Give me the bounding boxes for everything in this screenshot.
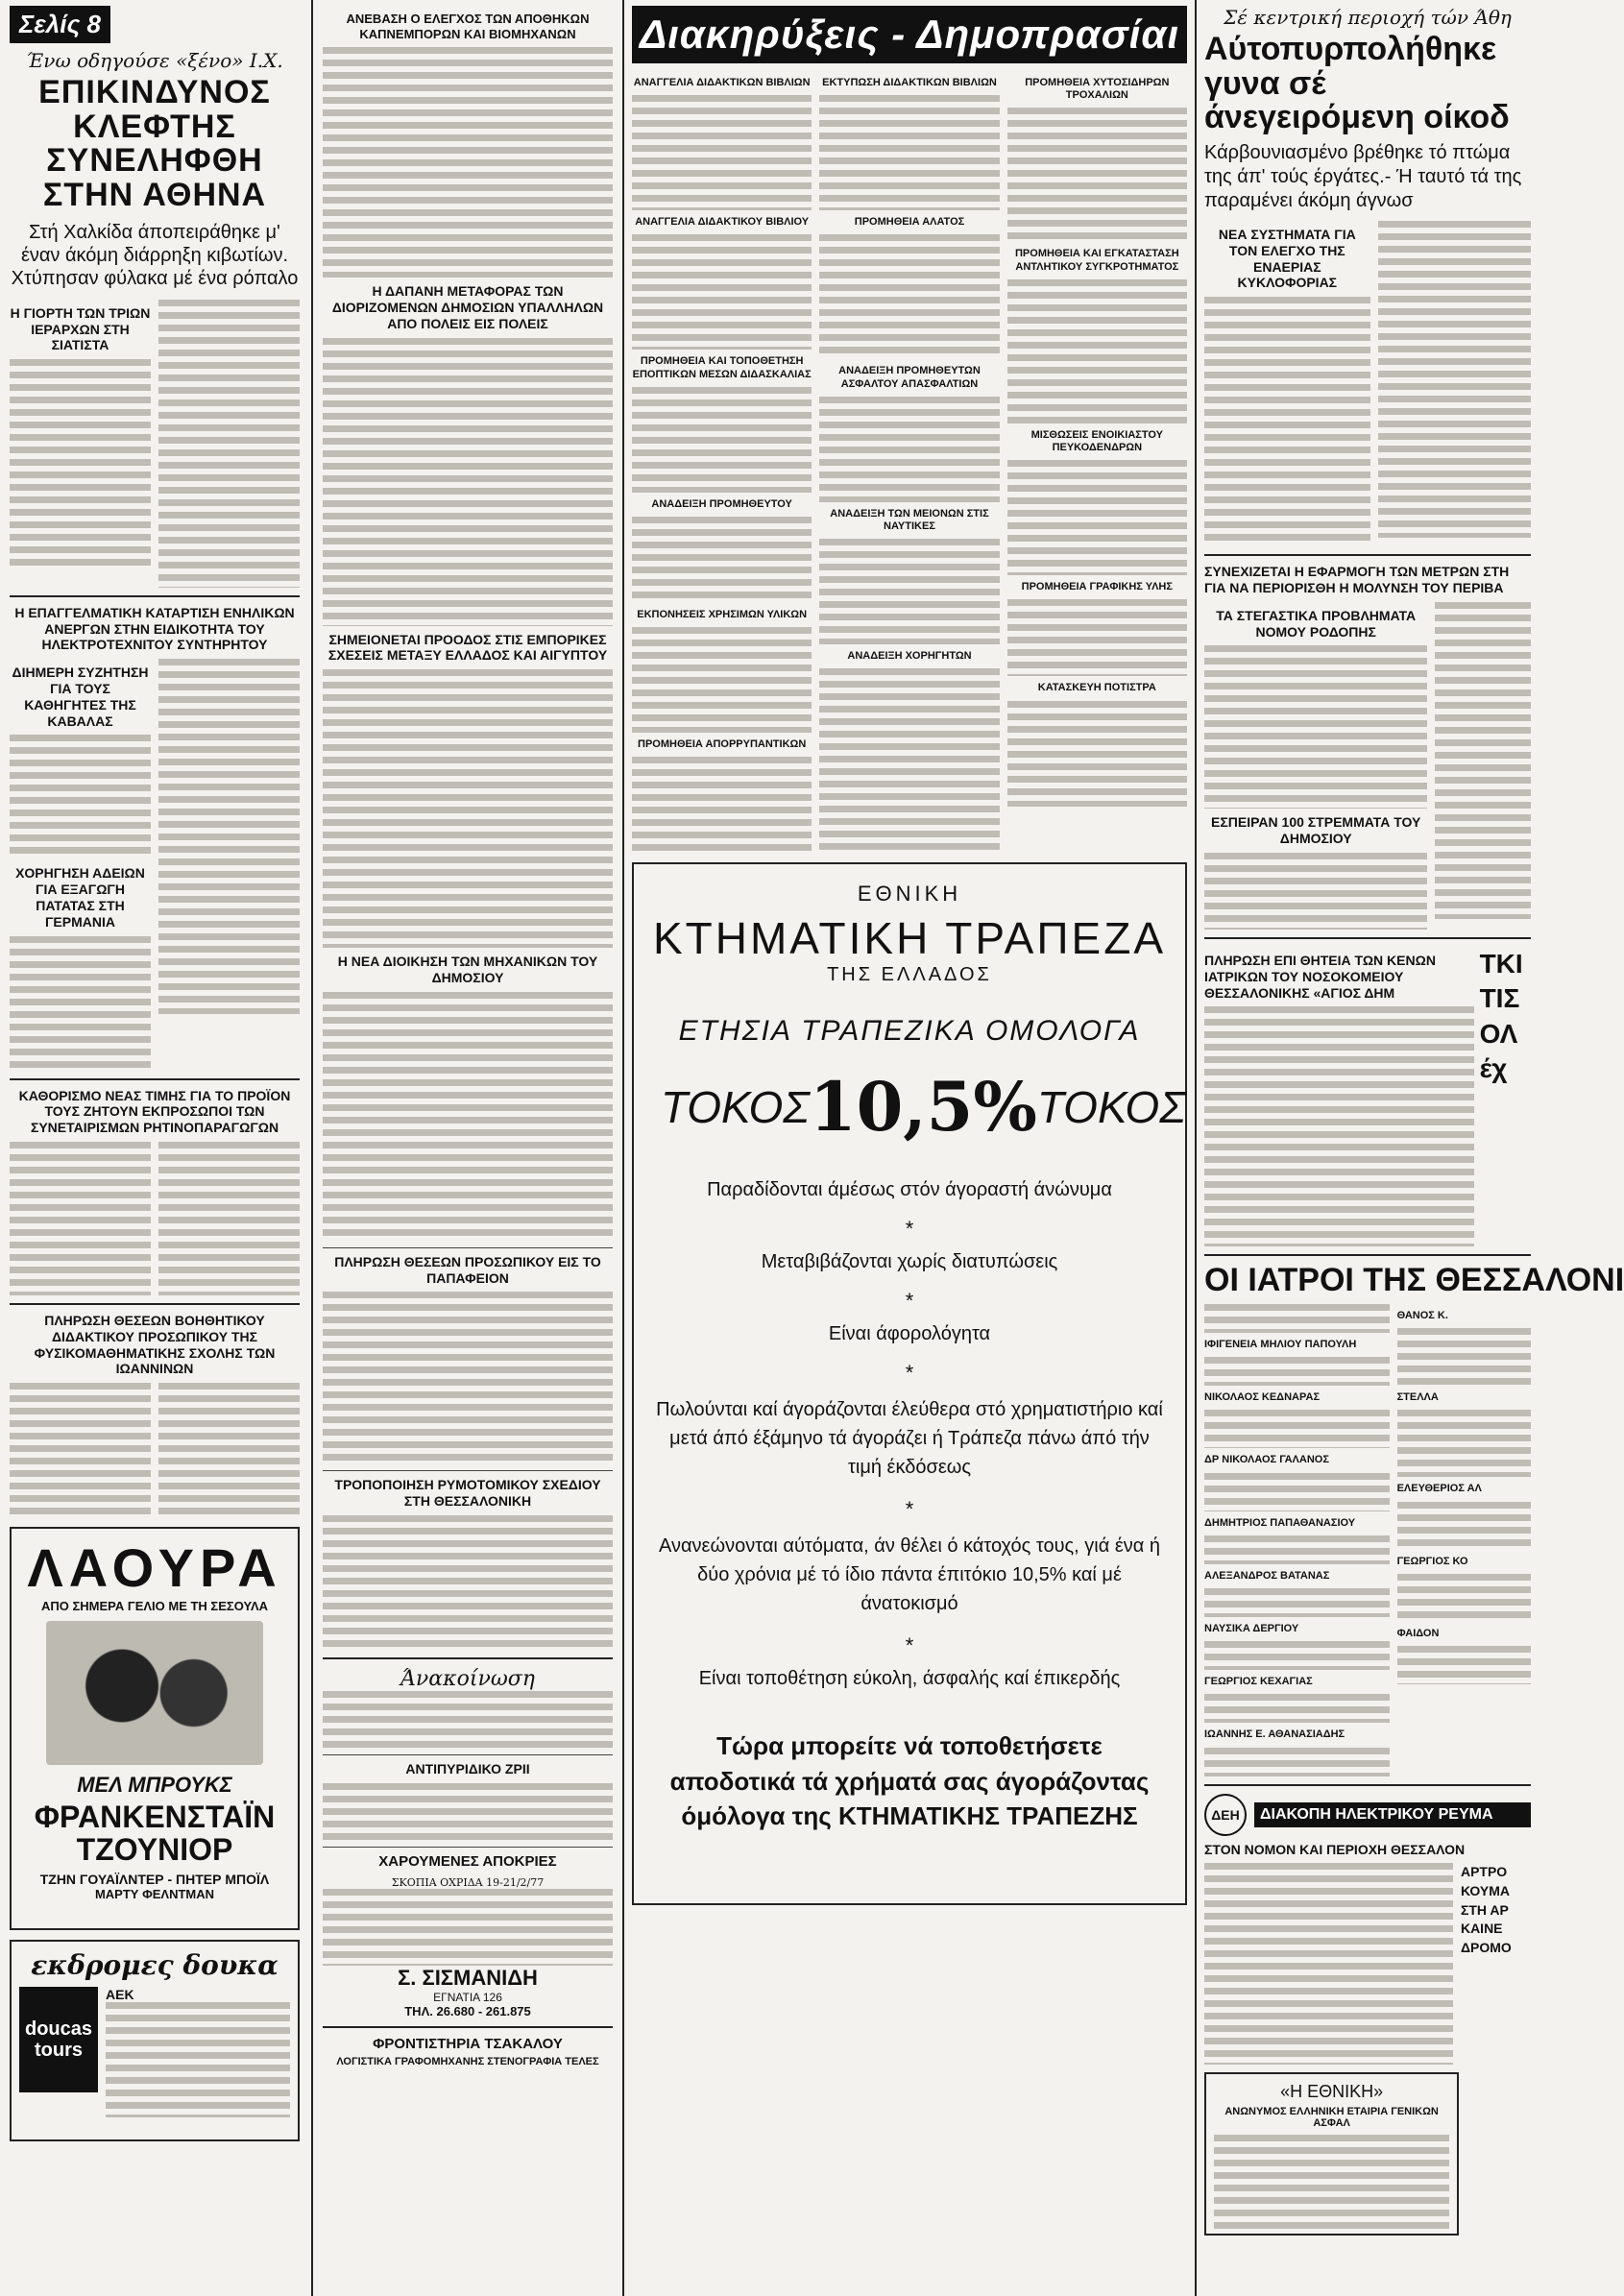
story-head: ΠΛΗΡΩΣΗ ΘΕΣΕΩΝ ΒΟΗΘΗΤΙΚΟΥ ΔΙΔΑΚΤΙΚΟΥ ΠΡΟΣΩΠΙΚΟΥ ΤΗΣ ΦΥΣΙΚΟΜΑΘΗΜΑΤΙΚΗΣ ΣΧΟΛΗΣ ΤΩΝ ΙΩΑΝΝΙΝΩΝ [34,1312,276,1377]
notice-title: ΠΡΟΜΗΘΕΙΑ ΧΥΤΟΣΙΔΗΡΩΝ ΤΡΟΧΑΛΙΩΝ [1025,77,1170,102]
interest-label-right: ΤΟΚΟΣ [1036,1081,1186,1132]
lead-kicker: Ένω οδηγούσε «ξένο» Ι.Χ. [26,49,283,72]
cinema-tagline: ΑΠΟ ΣΗΜΕΡΑ ΓΕΛΙΟ ΜΕ ΤΗ ΣΕΣΟΥΛΑ [40,1599,268,1614]
doctor-name: ΦΑΙΔΟΝ [1396,1627,1440,1639]
bond-feature: Είναι τοποθέτηση εύκολη, άσφαλής καί έπικερδής [698,1668,1121,1690]
story-head: ΣΥΝΕΧΙΖΕΤΑΙ Η ΕΦΑΡΜΟΓΗ ΤΩΝ ΜΕΤΡΩΝ ΣΤΗ ΓΙΑ ΝΑ ΠΕΡΙΟΡΙΣΘΗ Η ΜΟΛΥΝΣΗ ΤΟΥ ΠΕΡΙΒΑ [1204,564,1510,596]
notice-body [1007,460,1187,575]
notice-title: ΑΝΑΔΕΙΞΗ ΠΡΟΜΗΘΕΥΤΟΥ [651,497,792,510]
story-head: ΝΕΑ ΣΥΣΤΗΜΑΤΑ ΓΙΑ ΤΟΝ ΕΛΕΓΧΟ ΤΗΣ ΕΝΑΕΡΙΑΣ ΚΥΚΛΟΦΟΡΙΑΣ [1218,227,1356,291]
story-head: ΠΛΗΡΩΣΗ ΕΠΙ ΘΗΤΕΙΑ ΤΩΝ ΚΕΝΩΝ ΙΑΤΡΙΚΩΝ ΤΟΥ ΝΟΣΟΚΟΜΕΙΟΥ ΘΕΣΣΑΛΟΝΙΚΗΣ «ΑΓΙΟΣ ΔΗΜ [1204,953,1436,1001]
story-head: ΑΝΕΒΑΣΗ Ο ΕΛΕΓΧΟΣ ΤΩΝ ΑΠΟΘΗΚΩΝ ΚΑΠΝΕΜΠΟΡΩΝ ΚΑΙ ΒΙΟΜΗΧΑΝΩΝ [346,12,590,41]
film-title: ΦΡΑΝΚΕΝΣΤΑΪΝ ΤΖΟΥΝΙΟΡ [34,1800,276,1867]
insurer-advert [1204,2072,1459,2236]
notice-body [1007,599,1187,676]
doctor-name: ΙΦΙΓΕΝΕΙΑ ΜΗΛΙΟΥ ΠΑΠΟΥΛΗ [1204,1339,1357,1351]
bond-feature: Ανανεώνονται αύτόματα, άν θέλει ό κάτοχός τους, γιά ένα ή δύο χρόνια μέ τό ίδιο πάντα έπιτόκιο 10,5% καί μέ άνατοκισμό [659,1535,1160,1615]
advert-body [323,1889,613,1966]
lead-deck: Στή Χαλκίδα άποπειράθηκε μ' έναν άκόμη διάρρηξη κιβωτίων. Χτύπησαν φύλακα μέ ένα ρόπαλο [11,221,299,289]
story-body [1378,221,1531,538]
story-body [323,47,613,278]
notice-body [1007,108,1187,242]
story-body [323,992,613,1242]
insurer-kicker: «Η ΕΘΝΙΚΗ» [1280,2082,1384,2102]
clipped-headline: ΤΚΙ ΤΙΣ ΟΛ έχ [1479,949,1523,1084]
notice-title: ΕΚΠΟΝΗΣΕΙΣ ΧΡΗΣΙΜΩΝ ΥΛΙΚΩΝ [637,608,808,620]
travel-match: ΑΕΚ [106,1987,134,2003]
story-body [1204,853,1427,930]
power-notice-subtitle: ΣΤΟΝ ΝΟΜΟΝ ΚΑΙ ΠΕΡΙΟΧΗ ΘΕΣΣΑΛΟΝ [1204,1841,1466,1857]
bank-name: ΚΤΗΜΑΤΙΚΗ ΤΡΑΠΕΖΑ [652,913,1167,964]
notice-body [819,397,999,502]
bank-kicker: ΕΘΝΙΚΗ [857,882,962,906]
story-body [1204,1006,1474,1246]
notice-title: ΠΡΟΜΗΘΕΙΑ ΓΡΑΦΙΚΗΣ ΥΛΗΣ [1021,581,1173,593]
story-body [323,669,613,948]
notice-title: ΑΝΑΓΓΕΛΙΑ ΔΙΔΑΚΤΙΚΟΥ ΒΙΒΛΙΟΥ [635,216,810,229]
right-headline: Αύτοπυρπολήθηκε γυνα σέ άνεγειρόμενη οίκοδ [1204,31,1510,136]
notice-body [632,757,812,853]
advert-title: ΦΡΟΝΤΙΣΤΗΡΙΑ ΤΣΑΚΑΛΟΥ [373,2035,563,2052]
story-head: Η ΝΕΑ ΔΙΟΙΚΗΣΗ ΤΩΝ ΜΗΧΑΝΙΚΩΝ ΤΟΥ ΔΗΜΟΣΙΟΥ [337,954,598,985]
doctor-name: ΓΕΩΡΓΙΟΣ ΚΟ [1396,1555,1468,1567]
story-body [158,300,300,588]
bond-feature: Παραδίδονται άμέσως στόν άγοραστή άνώνυμα [707,1179,1112,1201]
cinema-name: ΛΑΟΥΡΑ [27,1537,282,1599]
story-body [10,1383,151,1517]
power-notice-body [1204,1863,1453,2065]
doctor-name: ΝΙΚΟΛΑΟΣ ΚΕΔΝΑΡΑΣ [1204,1391,1321,1404]
film-director: ΜΕΛ ΜΠΡΟΥΚΣ [77,1773,232,1798]
bank-country: ΤΗΣ ΕΛΛΑΔΟΣ [827,964,992,986]
bond-feature: Πωλούνται καί άγοράζονται έλεύθερα στό χρηματιστήριο καί μετά άπό έξάμηνο τά άγοράζει ή Τράπεζα πάνω άπό τήν τιμή έκδόσεως [656,1399,1163,1479]
story-body [323,338,613,626]
notice-body [819,539,999,644]
doctor-name: ΔΡ ΝΙΚΟΛΑΟΣ ΓΑΛΑΝΟΣ [1204,1454,1329,1466]
travel-logo: doucas tours [19,1987,98,2092]
notice-body [1007,701,1187,807]
section-banner: Διακηρύξεις - Δημοπρασίαι [632,6,1187,63]
story-head: Η ΕΠΑΓΓΕΛΜΑΤΙΚΗ ΚΑΤΑΡΤΙΣΗ ΕΝΗΛΙΚΩΝ ΑΝΕΡΓΩΝ ΣΤΗΝ ΕΙΔΙΚΟΤΗΤΑ ΤΟΥ ΗΛΕΚΤΡΟΤΕΧΝΙΤΟΥ ΣΥΝΤΗΡΗΤΟΥ [14,604,295,653]
doctors-list-secondary [1397,1304,1531,1776]
interest-row [651,1067,1186,1148]
notice-title: ΚΑΤΑΣΚΕΥΗ ΠΟΤΙΣΤΡΑ [1037,682,1156,694]
story-head: ΚΑΘΟΡΙΣΜΟ ΝΕΑΣ ΤΙΜΗΣ ΓΙΑ ΤΟ ΠΡΟΪΟΝ ΤΟΥΣ ΖΗΤΟΥΝ ΕΚΠΡΟΣΩΠΟΙ ΤΩΝ ΣΥΝΕΤΑΙΡΙΣΜΩΝ ΡΗΤΙΝΟΠΑΡΑΓΩΓΩΝ [18,1087,291,1136]
cinema-advert [10,1527,300,1930]
story-body [1204,645,1427,809]
notice-body [323,1691,613,1749]
advert-title: ΑΝΤΙΠΥΡΙΔΙΚΟ ΖΡΙΙ [405,1760,530,1776]
story-body [323,1292,613,1464]
doctor-name: ΔΗΜΗΤΡΙΟΣ ΠΑΠΑΘΑΝΑΣΙΟΥ [1204,1516,1356,1529]
travel-heading: εκδρομες δουκα [31,1949,279,1982]
bond-title: ΕΤΗΣΙΑ ΤΡΑΠΕΖΙΚΑ ΟΜΟΛΟΓΑ [678,1015,1141,1048]
notice-title: ΠΡΟΜΗΘΕΙΑ ΚΑΙ ΤΟΠΟΘΕΤΗΣΗ ΕΠΟΠΤΙΚΩΝ ΜΕΣΩΝ ΔΙΔΑΣΚΑΛΙΑΣ [632,355,812,380]
advert-address: ΕΓΝΑΤΙΑ 126 [433,1990,502,2004]
travel-details [106,2002,290,2117]
insurer-name: ΑΝΩΝΥΜΟΣ ΕΛΛΗΝΙΚΗ ΕΤΑΙΡΙΑ ΓΕΝΙΚΩΝ ΑΣΦΑΛ [1224,2106,1439,2130]
power-notice-title: ΔΙΑΚΟΠΗ ΗΛΕΚΤΡΙΚΟΥ ΡΕΥΜΑ [1254,1802,1531,1827]
notice-title: ΕΚΤΥΠΩΣΗ ΔΙΔΑΚΤΙΚΩΝ ΒΙΒΛΙΩΝ [822,77,997,88]
notice-body [1007,279,1187,423]
power-notice-header [1204,1794,1531,1836]
story-head: ΤΑ ΣΤΕΓΑΣΤΙΚΑ ΠΡΟΒΛΗΜΑΤΑ ΝΟΜΟΥ ΡΟΔΟΠΗΣ [1216,607,1417,640]
story-body [10,359,151,570]
story-head: ΧΟΡΗΓΗΣΗ ΑΔΕΙΩΝ ΓΙΑ ΕΞΑΓΩΓΗ ΠΑΤΑΤΑΣ ΣΤΗ ΓΕΡΜΑΝΙΑ [15,865,145,930]
center-section [626,0,1193,2296]
notices-grid [632,71,1187,853]
interest-rate: 10,5% [809,1067,1037,1148]
doctor-name: ΙΩΑΝΝΗΣ Ε. ΑΘΑΝΑΣΙΑΔΗΣ [1204,1728,1345,1741]
doctor-name: ΓΕΩΡΓΙΟΣ ΚΕΧΑΓΙΑΣ [1204,1676,1313,1688]
story-body [10,735,151,859]
story-body [158,1383,300,1517]
notice-heading: Άνακοίνωση [400,1666,535,1691]
notice-title: ΜΙΣΘΩΣΕΙΣ ΕΝΟΙΚΙΑΣΤΟΥ ΠΕΥΚΟΔΕΝΔΡΩΝ [1030,428,1164,453]
travel-advert [10,1940,300,2141]
insurer-body [1214,2135,1449,2231]
story-head: ΕΣΠΕΙΡΑΝ 100 ΣΤΡΕΜΜΑΤΑ ΤΟΥ ΔΗΜΟΣΙΟΥ [1211,814,1421,847]
power-company-logo: ΔΕΗ [1204,1794,1247,1836]
bank-advert: ΕΘΝΙΚΗ ΚΤΗΜΑΤΙΚΗ ΤΡΑΠΕΖΑ ΤΗΣ ΕΛΛΑΔΟΣ ΕΤΗΣΙΑ ΤΡΑΠΕΖΙΚΑ ΟΜΟΛΟΓΑ ΤΟΚΟΣ 10,5% ΤΟΚΟΣ Παραδίδονται άμέσως στόν άγοραστή άνώνυμα * Μεταβιβάζονται χωρίς διατυπώσεις * Είναι άφορολόγητα * Πωλούνται καί άγοράζονται έλεύθερα στό χρηματιστήριο καί μετά άπό έξάμηνο τά άγοράζει ή Τράπεζα πάνω άπό τήν τιμή έκδόσεως * Ανανεώνονται αύτόματα, άν θέλει ό κάτοχός τους, γιά ένα ή δύο χρόνια μέ τό ίδιο πάντα έπιτόκιο 10,5% καί μέ άνατοκισμό * Είναι τοποθέτηση εύκολη, άσφαλής καί έπικερδής Τώρα μπορείτε νά τοποθετήσετε αποδοτικά τά χρήματά σας άγοράζοντας όμόλογα της ΚΤΗΜΑΤΙΚΗΣ ΤΡΑΠΕΖΗΣ [632,862,1187,1905]
notice-body [819,668,999,851]
story-body [10,936,151,1071]
right-deck: Κάρβουνιασμένο βρέθηκε τό πτώμα της άπ' τούς έργάτες.- Ή ταυτό τά της παραμένει άκόμη άγνωσ [1204,142,1522,212]
bond-feature: Μεταβιβάζονται χωρίς διατυπώσεις [761,1251,1058,1273]
page-number-badge: Σελίς 8 [10,6,110,43]
notice-title: ΠΡΟΜΗΘΕΙΑ ΑΠΟΡΡΥΠΑΝΤΙΚΩΝ [638,738,807,751]
notice-body [632,234,812,350]
doctor-name: ΑΛΕΞΑΝΔΡΟΣ ΒΑΤΑΝΑΣ [1204,1569,1330,1582]
advert-brand: Σ. ΣΙΣΜΑΝΙΔΗ [398,1965,538,1990]
notice-body [632,517,812,603]
story-head: Η ΔΑΠΑΝΗ ΜΕΤΑΦΟΡΑΣ ΤΩΝ ΔΙΟΡΙΖΟΜΕΝΩΝ ΔΗΜΟΣΙΩΝ ΥΠΑΛΛΗΛΩΝ ΑΠΟ ΠΟΛΕΙΣ ΕΙΣ ΠΟΛΕΙΣ [331,283,604,331]
notice-title: ΑΝΑΔΕΙΞΗ ΠΡΟΜΗΘΕΥΤΩΝ ΑΣΦΑΛΤΟΥ ΑΠΑΣΦΑΛΤΙΩΝ [838,365,981,390]
advert-subtitle: ΣΚΟΠΙΑ ΟΧΡΙΔΑ 19-21/2/77 [391,1875,545,1889]
story-body [158,1142,300,1295]
story-head: ΣΗΜΕΙΟΝΕΤΑΙ ΠΡΟΟΔΟΣ ΣΤΙΣ ΕΜΠΟΡΙΚΕΣ ΣΧΕΣΕΙΣ ΜΕΤΑΞΥ ΕΛΛΑΔΟΣ ΚΑΙ ΑΙΓΥΠΤΟΥ [327,631,608,664]
interest-label-left: ΤΟΚΟΣ [661,1081,810,1132]
story-head: Η ΓΙΟΡΤΗ ΤΩΝ ΤΡΙΩΝ ΙΕΡΑΡΧΩΝ ΣΤΗ ΣΙΑΤΙΣΤΑ [10,304,151,353]
notice-body [819,95,999,210]
notice-title: ΑΝΑΔΕΙΞΗ ΧΟΡΗΓΗΤΩΝ [847,650,972,663]
doctors-heading: ΟΙ ΙΑΤΡΟΙ ΤΗΣ ΘΕΣΣΑΛΟΝΙ [1204,1262,1624,1299]
film-cast-secondary: ΜΑΡΤΥ ΦΕΛΝΤΜΑΝ [94,1887,215,1902]
notice-title: ΑΝΑΔΕΙΞΗ ΤΩΝ ΜΕΙΟΝΩΝ ΣΤΙΣ ΝΑΥΤΙΚΕΣ [830,507,989,532]
advert-phone: ΤΗΛ. 26.680 - 261.875 [404,2003,531,2018]
doctor-name: ΝΑΥΣΙΚΑ ΔΕΡΓΙΟΥ [1204,1623,1299,1635]
notice-body [819,234,999,359]
notice-title: ΑΝΑΓΓΕΛΙΑ ΔΙΔΑΚΤΙΚΩΝ ΒΙΒΛΙΩΝ [633,77,811,88]
notice-body [632,387,812,493]
story-head: ΔΙΗΜΕΡΗ ΣΥΖΗΤΗΣΗ ΓΙΑ ΤΟΥΣ ΚΑΘΗΓΗΤΕΣ ΤΗΣ ΚΑΒΑΛΑΣ [12,665,149,729]
story-body [323,1515,613,1650]
doctor-name: ΘΑΝΟΣ Κ. [1396,1310,1448,1322]
film-cast: ΤΖΗΝ ΓΟΥΑΪΛΝΤΕΡ - ΠΗΤΕΡ ΜΠΟΪΛ [39,1872,270,1888]
story-body [10,1142,151,1295]
doctor-name: ΣΤΕΛΛΑ [1396,1391,1439,1404]
advert-title: ΧΑΡΟΥΜΕΝΕΣ ΑΠΟΚΡΙΕΣ [378,1852,557,1870]
story-body [158,659,300,1014]
left-column [0,0,309,2296]
notice-body [632,95,812,210]
doctors-list [1204,1304,1390,1776]
right-column [1199,0,1624,2296]
story-body [1435,602,1531,919]
film-poster-image [46,1621,263,1765]
bond-closing: Τώρα μπορείτε νά τοποθετήσετε αποδοτικά τά χρήματά σας άγοράζοντας όμόλογα της ΚΤΗΜΑΤΙΚΗΣ ΤΡΑΠΕΖΗΣ [669,1731,1150,1831]
notice-title: ΠΡΟΜΗΘΕΙΑ ΑΛΑΤΟΣ [854,216,965,229]
story-head: ΠΛΗΡΩΣΗ ΘΕΣΕΩΝ ΠΡΟΣΩΠΙΚΟΥ ΕΙΣ ΤΟ ΠΑΠΑΦΕΙΟΝ [334,1253,601,1286]
lead-headline: ΕΠΙΚΙΝΔΥΝΟΣ ΚΛΕΦΤΗΣ ΣΥΝΕΛΗΦΘΗ ΣΤΗΝ ΑΘΗΝΑ [38,74,271,214]
bond-feature: Είναι άφορολόγητα [828,1323,991,1345]
clipped-headline: ΑΡΤΡΟ ΚΟΥΜΑ ΣΤΗ ΑΡ ΚΑΙΝΕ ΔΡΟΜΟ [1460,1864,1512,1955]
story-body [1204,297,1370,546]
story-head: ΤΡΟΠΟΠΟΙΗΣΗ ΡΥΜΟΤΟΜΙΚΟΥ ΣΧΕΔΙΟΥ ΣΤΗ ΘΕΣΣΑΛΟΝΙΚΗ [334,1477,601,1510]
advert-body [323,1783,613,1841]
doctor-name: ΕΛΕΥΘΕΡΙΟΣ ΑΛ [1396,1483,1482,1495]
right-kicker: Σέ κεντρική περιοχή τών Άθη [1224,6,1512,29]
notice-title: ΠΡΟΜΗΘΕΙΑ ΚΑΙ ΕΓΚΑΤΑΣΤΑΣΗ ΑΝΤΛΗΤΙΚΟΥ ΣΥΓΚΡΟΤΗΜΑΤΟΣ [1014,248,1179,273]
advert-subtitle: ΛΟΓΙΣΤΙΚΑ ΓΡΑΦΟΜΗΧΑΝΗΣ ΣΤΕΝΟΓΡΑΦΙΑ ΤΕΛΕΣ [336,2055,599,2067]
notice-body [632,627,812,733]
second-column [315,0,620,2296]
